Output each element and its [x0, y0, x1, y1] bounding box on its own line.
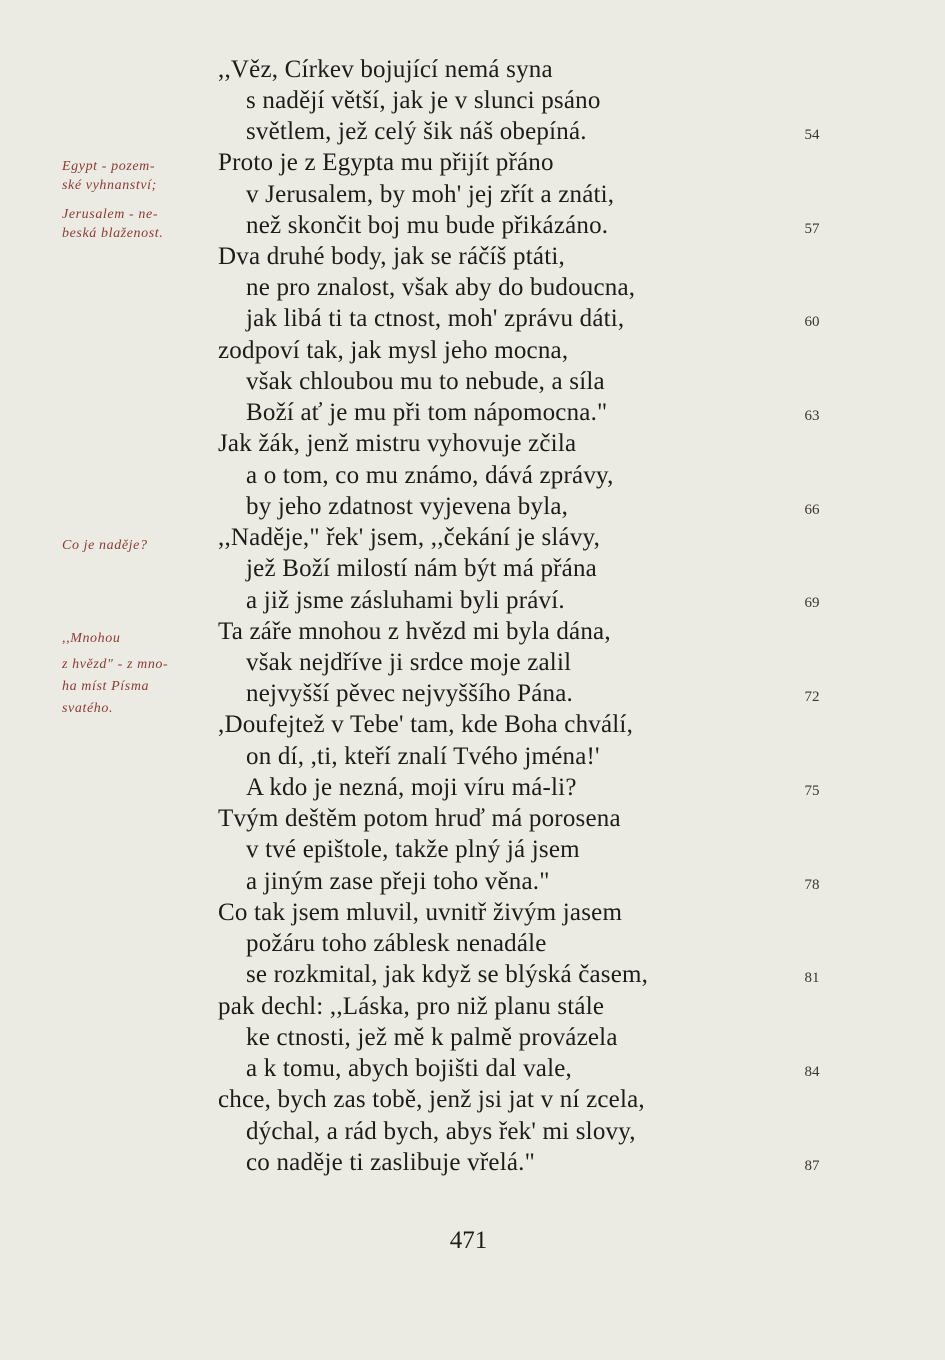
verse-line: nejvyšší pěvec nejvyššího Pána.: [246, 680, 573, 707]
verse-line: však chloubou mu to nebude, a síla: [246, 368, 605, 395]
margin-note: z hvězd" - z mno-: [62, 657, 169, 672]
margin-note: ské vyhnanství;: [62, 178, 157, 193]
margin-note: ,,Mnohou: [62, 631, 121, 646]
verse-line: požáru toho záblesk nenadále: [246, 930, 547, 957]
line-number: 75: [804, 783, 820, 799]
verse-line: by jeho zdatnost vyjevena byla,: [246, 493, 569, 520]
verse-line: Boží ať je mu při tom nápomocna.": [246, 399, 608, 426]
verse-line: se rozkmital, jak když se blýská časem,: [246, 961, 649, 988]
verse-line: a o tom, co mu známo, dává zprávy,: [246, 462, 614, 489]
line-number: 60: [804, 314, 820, 330]
margin-note: Co je naděje?: [62, 538, 148, 553]
verse-line: on dí, ,ti, kteří znalí Tvého jména!': [246, 743, 600, 770]
verse-line: v Jerusalem, by moh' jej zřít a znáti,: [246, 181, 615, 208]
line-number: 78: [804, 877, 820, 893]
line-number: 69: [804, 595, 820, 611]
verse-line: a již jsme zásluhami byli práví.: [246, 587, 565, 614]
verse-line: Co tak jsem mluvil, uvnitř živým jasem: [218, 899, 623, 926]
verse-line: Ta záře mnohou z hvězd mi byla dána,: [218, 618, 611, 645]
line-number: 54: [804, 127, 820, 143]
verse-line: Dva druhé body, jak se ráčíš ptáti,: [218, 243, 565, 270]
verse-line: dýchal, a rád bych, abys řek' mi slovy,: [246, 1118, 636, 1145]
line-number: 72: [804, 689, 820, 705]
line-number: 84: [804, 1064, 820, 1080]
margin-note: svatého.: [62, 701, 114, 716]
verse-line: ,,Věz, Církev bojující nemá syna: [218, 56, 553, 83]
verse-line: A kdo je nezná, moji víru má-li?: [246, 774, 577, 801]
verse-line: jak libá ti ta ctnost, moh' zprávu dáti,: [246, 305, 625, 332]
verse-line: s nadějí větší, jak je v slunci psáno: [246, 87, 601, 114]
verse-line: ,Doufejtež v Tebe' tam, kde Boha chválí,: [218, 711, 634, 738]
line-number: 57: [804, 221, 820, 237]
verse-line: a jiným zase přeji toho věna.": [246, 868, 550, 895]
verse-line: zodpoví tak, jak mysl jeho mocna,: [218, 337, 569, 364]
page-number: 471: [449, 1227, 488, 1254]
verse-line: než skončit boj mu bude přikázáno.: [246, 212, 609, 239]
verse-line: co naděje ti zaslibuje vřelá.": [246, 1149, 535, 1176]
verse-line: pak dechl: ,,Láska, pro niž planu stále: [218, 993, 605, 1020]
verse-line: ,,Naděje," řek' jsem, ,,čekání je slávy,: [218, 524, 601, 551]
line-number: 87: [804, 1158, 820, 1174]
verse-line: jež Boží milostí nám být má přána: [246, 555, 597, 582]
line-number: 81: [804, 970, 820, 986]
verse-line: Jak žák, jenž mistru vyhovuje zčila: [218, 430, 577, 457]
verse-line: však nejdříve ji srdce moje zalil: [246, 649, 572, 676]
verse-line: a k tomu, abych bojišti dal vale,: [246, 1055, 572, 1082]
margin-note: beská blaženost.: [62, 226, 164, 241]
verse-line: v tvé epištole, takže plný já jsem: [246, 836, 580, 863]
verse-line: Tvým deštěm potom hruď má porosena: [218, 805, 621, 832]
verse-line: ke ctnosti, jež mě k palmě provázela: [246, 1024, 618, 1051]
verse-line: světlem, jež celý šik náš obepíná.: [246, 118, 587, 145]
verse-line: Proto je z Egypta mu přijít přáno: [218, 149, 554, 176]
verse-line: ne pro znalost, však aby do budoucna,: [246, 274, 636, 301]
line-number: 66: [804, 502, 820, 518]
margin-note: ha míst Písma: [62, 679, 150, 694]
margin-note: Jerusalem - ne-: [62, 207, 159, 222]
margin-note: Egypt - pozem-: [62, 159, 156, 174]
verse-line: chce, bych zas tobě, jenž jsi jat v ní zcela,: [218, 1086, 645, 1113]
line-number: 63: [804, 408, 820, 424]
